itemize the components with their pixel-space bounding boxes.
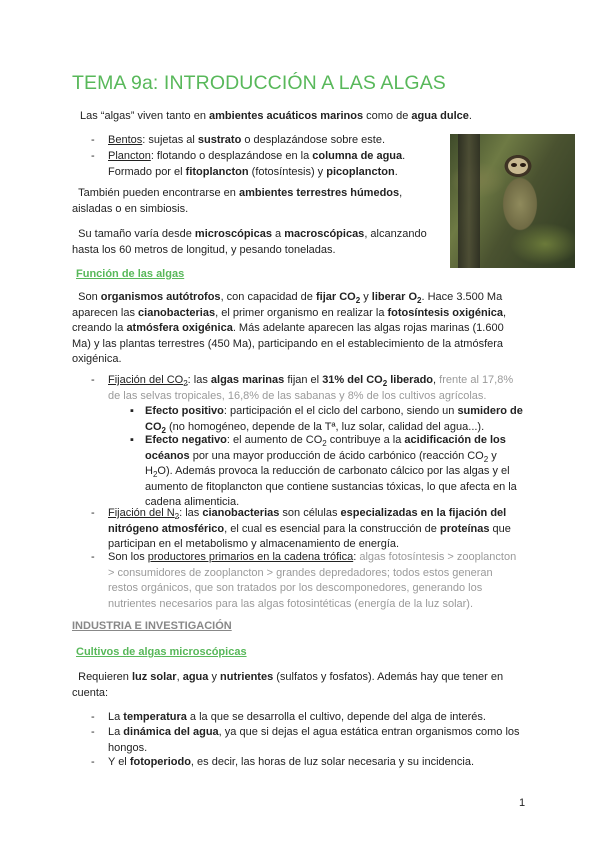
list-item-productores [108,550,516,612]
text-bold: ambientes terrestres húmedos [238,187,400,199]
list-item-bentos [108,133,385,149]
text-bold: nutrientes [220,671,274,683]
text: hasta los 60 metros de longitud, y pesando toneladas. [72,243,336,256]
section-heading-industria: INDUSTRIA E INVESTIGACIÓN [72,620,232,632]
list-item-fijacion-n2 [108,506,511,553]
text: , con capacidad de [220,291,316,303]
section-heading-funcion: Función de las algas [76,268,185,280]
text-bold: nitrógeno atmosférico [108,522,225,535]
text: , alcanzando [364,228,427,240]
subscript: 2 [183,379,188,389]
text: : [353,551,360,563]
funcion-paragraph [72,290,506,368]
text-bold: proteínas [439,522,490,535]
text-bold: sumidero de [457,405,523,417]
square-bullet-icon: ▪ [130,405,134,417]
text-bold: organismos autótrofos [100,291,221,303]
text-bold: temperatura [123,711,187,723]
term-label [108,374,188,389]
text-bold: agua dulce [411,110,469,122]
text: : participación el el ciclo del carbono, siendo un [223,405,458,417]
list-item-fijacion-co2 [108,373,513,404]
text: o desplazándose sobre este. [241,134,386,146]
list-dash: - [91,711,95,723]
list-item-plancton [108,149,405,180]
text: , [433,374,440,386]
list-dash: - [91,507,95,519]
sloth-photo [450,134,575,268]
text-bold: fotoperiodo [129,756,191,768]
list-dash: - [91,134,95,146]
subscript: 2 [382,379,388,389]
cultivos-paragraph [72,670,503,701]
tree-trunk [458,134,480,268]
subscript: 2 [161,425,166,435]
text: Y el [108,756,130,768]
text: como de [363,110,412,122]
text-bold: CO [145,420,162,433]
text-bold: liberar O [371,291,418,303]
text-bold: fitoplancton [185,165,249,178]
text: a la que se desarrolla el cultivo, depende del alga de interés. [186,711,486,723]
text: contribuye a la [326,434,405,446]
term-label: Plancton [108,150,151,162]
text: , [399,187,403,199]
text: Formado por el [108,165,186,178]
text: , el cual es esencial para la construcción de [224,522,440,535]
text: aparecen las [72,306,139,319]
text-bold: atmósfera oxigénica [126,322,233,334]
text-bold: 31% del CO [322,374,383,386]
text-underline: productores primarios en la cadena trófica [147,551,354,563]
square-bullet-icon: ▪ [130,434,134,446]
list-dash: - [91,756,95,768]
text-gray: restos orgánicos, que son tratados por los descomponedores, generando los [108,582,483,594]
text: participan en el metabolismo y almacenamiento de energía. [108,538,400,550]
text-bold: columna de agua [312,150,403,162]
text: son células [279,507,341,519]
text: O). Además provoca la reducción de carbonato cálcico por las algas y el [157,465,510,477]
text-bold: acidificación de los [404,434,506,446]
text: También pueden encontrarse en [78,187,239,199]
text: , [176,671,183,683]
intro-paragraph [80,109,472,125]
text: , es decir, las horas de luz solar necesaria y su incidencia. [190,756,475,768]
list-dash: - [91,374,95,386]
text: cuenta: [72,686,109,699]
list-item-fotoperiodo [108,755,474,771]
text: . [468,110,472,122]
text: . Más adelante aparecen las algas rojas marinas (1.600 [232,322,504,334]
sloth-eye [511,163,517,167]
sloth-eye [520,163,526,167]
subscript: 2 [174,512,180,522]
text: oxigénica. [72,353,122,365]
list-item-efecto-positivo [145,404,523,435]
text: a [271,228,285,240]
list-item-temperatura [108,710,486,726]
text-bold: cianobacterias [202,507,280,519]
page-title: TEMA 9a: INTRODUCCIÓN A LAS ALGAS [72,72,446,94]
text-bold: fotosíntesis oxigénica [387,306,504,319]
text-bold: fijar CO [315,291,356,303]
text-gray: algas fotosíntesis > zooplancton [359,551,517,563]
text-bold: ambientes acuáticos marinos [209,110,364,122]
tamano-paragraph [72,227,427,258]
text: Requieren [78,671,132,683]
text: . Hace 3.500 Ma [421,291,503,303]
text: H [145,465,153,477]
subscript: 2 [355,296,361,306]
subscript: 2 [417,296,422,306]
text-bold: Efecto negativo [145,434,227,446]
text: (sulfatos y fosfatos). Además hay que tener en [273,671,504,683]
text: por una mayor producción de ácido carbónico (reacción CO [189,449,484,462]
text: y [208,671,221,683]
term-label [108,507,180,522]
text-bold: cianobacterias [138,306,216,319]
text: . [402,150,406,162]
text: hongos. [108,741,148,754]
text: , ya que si dejas el agua estática entran organismos como los [218,726,520,738]
text: que [489,522,511,535]
text: y [360,291,372,303]
list-dash: - [91,150,95,162]
text: Fijación del CO [108,374,184,386]
text: , [503,306,507,319]
text-gray: > consumidores de zooplancton > grandes depredadores; todos estos generan [108,566,493,579]
text-bold: sustrato [197,134,242,146]
text: : el aumento de CO [226,434,323,446]
text: La [108,711,124,723]
text: (no homogéneo, depende de la Tª, luz solar, calidad del agua...). [165,420,485,433]
text-bold: liberado [387,374,434,386]
text: , el primer organismo en realizar la [215,306,388,319]
text-gray: de las selvas tropicales, 16,8% de las sabanas y 8% de los cultivos agrícolas. [108,389,487,402]
text: Su tamaño varía desde [78,228,195,240]
text: aumento de fitoplancton que contiene sustancias tóxicas, lo que afecta en la [145,480,517,493]
list-item-efecto-negativo [145,433,517,511]
text: Ma) y las plantas terrestres (450 Ma), participando en el establecimiento de la atmósfera [72,337,504,350]
text: La [108,726,124,738]
text: : sujetas al [142,134,198,146]
text-bold: microscópicas [194,228,272,240]
text-bold: océanos [145,449,190,462]
text-bold: luz solar [131,671,177,683]
text-bold: Efecto positivo [145,405,224,417]
text: fijan el [284,374,323,386]
text-gray: frente al 17,8% [439,374,514,386]
text: (fotosíntesis) y [248,165,327,178]
subscript: 2 [483,454,489,464]
subscript: 2 [152,470,158,480]
text-bold: dinámica del agua [123,726,219,738]
text: aisladas o en simbiosis. [72,202,189,215]
text-bold: agua [182,671,209,683]
text-bold: especializadas en la fijación del [340,507,507,519]
text: Son los [108,551,148,563]
text: Las “algas” viven tanto en [80,110,210,122]
text-gray: nutrientes necesarios para las algas fotosintéticas (energía de la luz solar). [108,597,474,610]
terrestres-paragraph [72,186,402,217]
text: cadena alimenticia. [145,496,240,508]
text: : las [179,507,203,519]
text: : las [187,374,211,386]
text-bold: picoplancton [326,165,395,178]
text: Fijación del N [108,507,175,519]
list-item-dinamica [108,725,520,756]
text-bold: macroscópicas [284,228,365,240]
list-dash: - [91,551,95,563]
text: . [394,165,398,178]
term-label: Bentos [108,134,143,146]
text: y [488,449,497,462]
text: creando la [72,322,127,334]
list-dash: - [91,726,95,738]
text: : flotando o desplazándose en la [150,150,313,162]
page-number: 1 [519,797,526,809]
text-bold: algas marinas [210,374,285,386]
text: Son [78,291,101,303]
subscript: 2 [322,439,327,449]
section-heading-cultivos: Cultivos de algas microscópicas [76,646,247,658]
